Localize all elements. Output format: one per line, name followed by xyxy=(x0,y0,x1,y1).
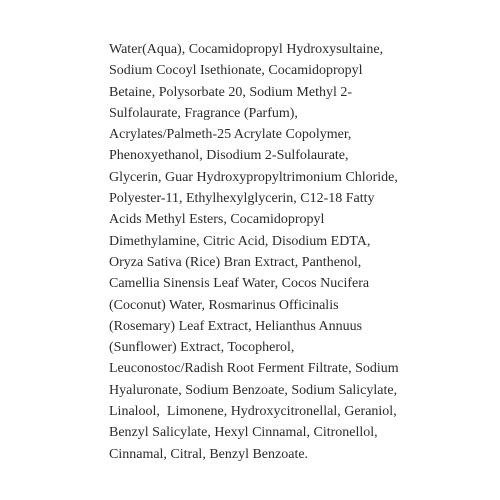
ingredients-line: (Coconut) Water, Rosmarinus Officinalis xyxy=(109,297,339,313)
ingredients-line: Oryza Sativa (Rice) Bran Extract, Panthenol, xyxy=(109,254,362,270)
ingredients-line: Acids Methyl Esters, Cocamidopropyl xyxy=(109,212,325,228)
ingredients-line: Dimethylamine, Citric Acid, Disodium EDTA, xyxy=(109,233,371,249)
ingredients-line: Cinnamal, Citral, Benzyl Benzoate. xyxy=(109,446,309,462)
ingredients-line: Leuconostoc/Radish Root Ferment Filtrate, Sodium xyxy=(109,361,399,377)
ingredients-line: Phenoxyethanol, Disodium 2-Sulfolaurate, xyxy=(109,148,349,164)
ingredients-line: Sodium Cocoyl Isethionate, Cocamidopropyl xyxy=(109,63,363,79)
ingredients-line: Water(Aqua), Cocamidopropyl Hydroxysultaine, xyxy=(109,42,384,57)
ingredients-line: Benzyl Salicylate, Hexyl Cinnamal, Citronellol, xyxy=(109,425,378,441)
ingredients-line: Hyaluronate, Sodium Benzoate, Sodium Salicylate, xyxy=(109,382,398,398)
ingredients-line: Betaine, Polysorbate 20, Sodium Methyl 2- xyxy=(109,84,353,100)
ingredients-line: Linalool, Limonene, Hydroxycitronellal, Geraniol, xyxy=(109,404,397,420)
ingredients-line: Camellia Sinensis Leaf Water, Cocos Nucifera xyxy=(109,276,370,292)
ingredients-line: (Sunflower) Extract, Tocopherol, xyxy=(109,340,295,356)
ingredients-line: Polyester-11, Ethylhexylglycerin, C12-18 Fatty xyxy=(109,191,375,207)
ingredients-line: Glycerin, Guar Hydroxypropyltrimonium Chloride, xyxy=(109,169,398,185)
ingredients-line: Acrylates/Palmeth-25 Acrylate Copolymer, xyxy=(109,127,352,143)
ingredients-list xyxy=(109,39,489,465)
ingredients-line: Sulfolaurate, Fragrance (Parfum), xyxy=(109,105,298,121)
ingredients-line: (Rosemary) Leaf Extract, Helianthus Annuus xyxy=(109,318,363,334)
